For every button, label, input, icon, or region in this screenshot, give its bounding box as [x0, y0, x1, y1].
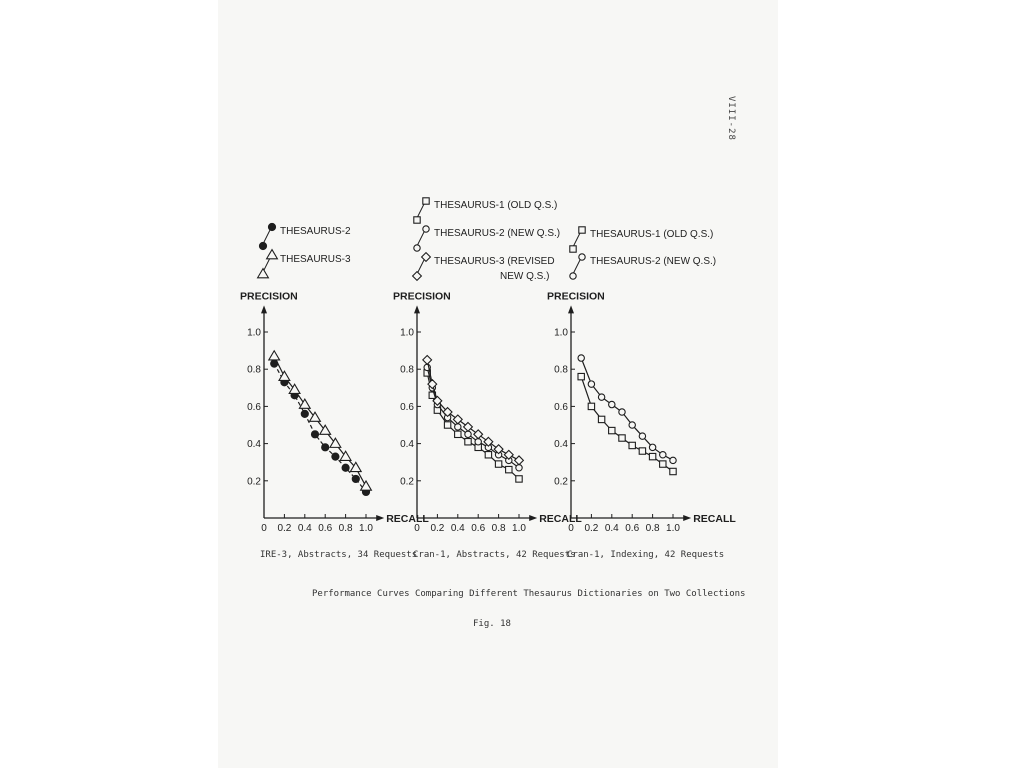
data-point	[464, 422, 473, 431]
y-tick-label: 0.8	[247, 364, 261, 376]
data-point	[660, 461, 666, 467]
data-point	[299, 399, 310, 408]
y-axis-arrow	[414, 305, 420, 313]
legend-swatch-marker	[258, 269, 269, 278]
data-point	[649, 444, 655, 450]
data-point	[639, 433, 645, 439]
legend-label: THESAURUS-3	[280, 254, 351, 265]
x-tick-label: 0.2	[430, 523, 445, 534]
figure-number: Fig. 18	[473, 619, 511, 629]
data-point	[332, 453, 339, 460]
legend-label: THESAURUS-3 (REVISED	[434, 256, 555, 267]
x-tick-label: 0.6	[471, 523, 486, 534]
legend-swatch-marker	[570, 273, 576, 279]
series-2	[269, 351, 372, 490]
x-axis-arrow	[376, 515, 384, 521]
data-point	[670, 457, 676, 463]
y-axis-title: PRECISION	[240, 290, 298, 303]
legend-label: THESAURUS-2 (NEW Q.S.)	[590, 256, 717, 267]
legend-item	[413, 253, 555, 282]
y-tick-label: 0.4	[247, 439, 261, 451]
series-line	[581, 377, 673, 472]
legend-swatch-marker	[570, 246, 576, 252]
data-point	[506, 466, 512, 472]
x-tick-label: 0.4	[450, 523, 465, 534]
series-1	[578, 373, 676, 474]
data-point	[342, 464, 349, 471]
series-line	[427, 373, 519, 479]
legend-swatch-marker	[268, 223, 275, 230]
y-axis-title: PRECISION	[393, 290, 451, 303]
legend-swatch-line	[417, 258, 425, 274]
legend-swatch-marker	[413, 272, 422, 281]
x-axis-arrow	[529, 515, 537, 521]
legend-swatch-marker	[579, 254, 585, 260]
data-point	[629, 422, 635, 428]
data-point	[453, 415, 462, 424]
legend-swatch-marker	[423, 226, 429, 232]
legend-swatch-marker	[414, 217, 420, 223]
x-tick-label: 1.0	[512, 523, 526, 534]
x-tick-label: 0.6	[318, 523, 333, 534]
legend-swatch-marker	[579, 227, 585, 233]
legend-label: THESAURUS-1 (OLD Q.S.)	[590, 229, 714, 240]
x-axis-title: RECALL	[539, 513, 582, 525]
y-tick-label: 1.0	[400, 327, 414, 339]
data-point	[670, 468, 676, 474]
data-point	[578, 355, 584, 361]
y-tick-label: 0.4	[554, 439, 568, 451]
y-tick-label: 0.6	[554, 401, 568, 413]
data-point	[516, 465, 522, 471]
legend-swatch-marker	[423, 198, 429, 204]
data-point	[444, 422, 450, 428]
data-point	[485, 452, 491, 458]
y-axis-arrow	[568, 305, 574, 313]
data-point	[515, 456, 524, 465]
data-point	[423, 356, 432, 365]
legend-item	[570, 227, 714, 252]
data-point	[465, 439, 471, 445]
chart-caption-cran1-abstracts: Cran-1, Abstracts, 42 Requests	[413, 550, 576, 560]
data-point	[629, 442, 635, 448]
x-tick-label: 1.0	[666, 523, 680, 534]
data-point	[639, 448, 645, 454]
legend-swatch-marker	[267, 250, 278, 259]
x-tick-label: 0	[414, 523, 420, 534]
data-point	[311, 431, 318, 438]
y-tick-label: 0.8	[400, 364, 414, 376]
data-point	[352, 475, 359, 482]
data-point	[649, 453, 655, 459]
y-axis-arrow	[261, 305, 267, 313]
legend-item	[258, 250, 351, 278]
x-tick-label: 0.4	[297, 523, 312, 534]
data-point	[269, 351, 280, 360]
data-point	[598, 394, 604, 400]
data-point	[619, 435, 625, 441]
legend	[570, 227, 716, 279]
legend-label: THESAURUS-1 (OLD Q.S.)	[434, 200, 558, 211]
legend-swatch-marker	[422, 253, 431, 262]
legend-item	[259, 223, 351, 249]
data-point	[474, 430, 483, 439]
y-tick-label: 1.0	[247, 327, 261, 339]
x-tick-label: 0.8	[338, 523, 353, 534]
data-point	[609, 401, 615, 407]
y-tick-label: 0.6	[400, 401, 414, 413]
x-tick-label: 0.8	[645, 523, 660, 534]
chart-caption-ire3-abstracts: IRE-3, Abstracts, 34 Requests	[260, 550, 418, 560]
data-point	[301, 410, 308, 417]
legend-label: NEW Q.S.)	[500, 271, 550, 282]
x-tick-label: 0.8	[491, 523, 506, 534]
data-point	[609, 427, 615, 433]
legend	[258, 223, 351, 277]
data-point	[516, 476, 522, 482]
x-axis-title: RECALL	[693, 513, 736, 525]
data-point	[619, 409, 625, 415]
data-point	[465, 431, 471, 437]
legend-swatch-marker	[414, 245, 420, 251]
x-tick-label: 0.2	[584, 523, 599, 534]
data-point	[588, 403, 594, 409]
y-tick-label: 0.6	[247, 401, 261, 413]
data-point	[578, 373, 584, 379]
y-tick-label: 0.8	[554, 364, 568, 376]
y-tick-label: 0.2	[554, 476, 568, 488]
legend-label: THESAURUS-2	[280, 226, 351, 237]
data-point	[588, 381, 594, 387]
x-tick-label: 0.2	[277, 523, 292, 534]
x-tick-label: 0.6	[625, 523, 640, 534]
series-1	[424, 370, 522, 482]
legend-item	[414, 198, 558, 223]
legend-item	[414, 226, 560, 251]
x-tick-label: 1.0	[359, 523, 373, 534]
figure-title: Performance Curves Comparing Different Thesaurus Dictionaries on Two Collections	[312, 589, 746, 599]
data-point	[495, 461, 501, 467]
data-point	[455, 424, 461, 430]
data-point	[361, 481, 372, 490]
y-tick-label: 1.0	[554, 327, 568, 339]
legend-swatch-line	[573, 258, 581, 274]
data-point	[484, 437, 493, 446]
x-axis-arrow	[683, 515, 691, 521]
data-point	[660, 452, 666, 458]
x-tick-label: 0.4	[604, 523, 619, 534]
chart-caption-cran1-indexing: Cran-1, Indexing, 42 Requests	[567, 550, 725, 560]
y-tick-label: 0.2	[247, 476, 261, 488]
data-point	[504, 450, 513, 459]
chart-panel-3	[547, 227, 736, 534]
y-axis-title: PRECISION	[547, 290, 605, 303]
x-tick-label: 0	[261, 523, 267, 534]
data-point	[455, 431, 461, 437]
data-point	[475, 439, 481, 445]
legend-swatch-marker	[259, 242, 266, 249]
x-axis-title: RECALL	[386, 513, 429, 525]
legend	[413, 198, 561, 282]
chart-panel-1	[240, 223, 429, 534]
x-tick-label: 0	[568, 523, 574, 534]
legend-item	[570, 254, 716, 279]
data-point	[322, 444, 329, 451]
page-number: VIII-28	[726, 96, 736, 141]
legend-label: THESAURUS-2 (NEW Q.S.)	[434, 228, 561, 239]
y-tick-label: 0.2	[400, 476, 414, 488]
data-point	[598, 416, 604, 422]
y-tick-label: 0.4	[400, 439, 414, 451]
legend-swatch-line	[417, 230, 425, 246]
